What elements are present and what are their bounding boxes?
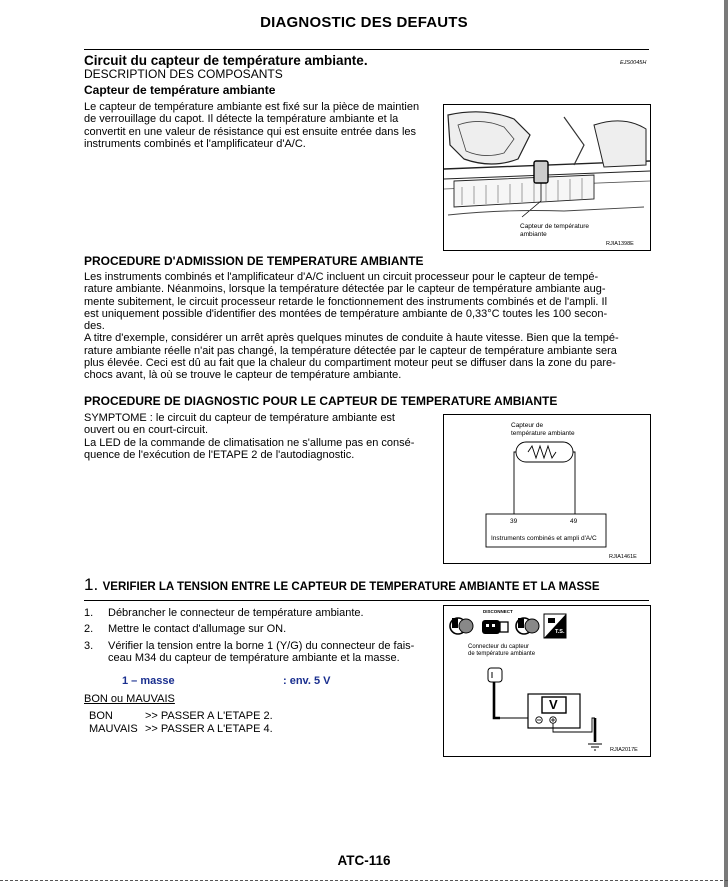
admission-line: A titre d'exemple, considérer un arrêt après quelques minutes de conduite à haute vitesse. Bien que la tempé-	[84, 332, 619, 345]
admission-line: Les instruments combinés et l'amplificateur d'A/C incluent un circuit processeur pour le capteur de tempé-	[84, 271, 599, 283]
admission-line: plus élevée. Ceci est dû au fait que la chaleur du compartiment moteur peut se diffuser dans la zone du pare-	[84, 357, 616, 370]
page-number: ATC-116	[337, 853, 391, 868]
admission-line: rature ambiante réelle n'ait pas changé, la température détectée par le capteur de température ambiante sera	[84, 344, 617, 357]
result-ok-action: >> PASSER A L'ETAPE 2.	[145, 710, 273, 722]
voltage-figure-code: RJIA2017E	[610, 747, 638, 753]
circuit-pin-a: 39	[510, 518, 518, 525]
step1-heading	[84, 575, 600, 595]
admission-line: rature ambiante. Néanmoins, lorsque la température détectée par le capteur de température ambiante aug-	[84, 283, 606, 296]
result-actions	[145, 710, 273, 736]
ignition-icon	[450, 618, 473, 634]
result-ng-action: >> PASSER A L'ETAPE 4.	[145, 722, 273, 735]
result-ng: MAUVAIS	[89, 722, 138, 735]
page-frame-bottom-border	[0, 880, 728, 881]
diagnostic-line: SYMPTOME : le circuit du capteur de température ambiante est	[84, 412, 395, 424]
step1-instructions	[84, 607, 436, 668]
section-top-rule	[84, 49, 649, 50]
step1-number: 1.	[84, 575, 99, 594]
voltage-check-illustration	[444, 606, 650, 756]
sensor-icon	[534, 161, 548, 183]
result-ok: BON	[89, 710, 113, 722]
result-title: BON ou MAUVAIS	[84, 693, 175, 705]
section-code: EJS0045H	[620, 60, 647, 66]
description-subheading: Capteur de température ambiante	[84, 83, 276, 97]
admission-text	[84, 271, 650, 382]
disconnect-label: DISCONNECT	[483, 609, 513, 614]
section-title: Circuit du capteur de température ambiante.	[84, 53, 368, 68]
ts-label: T.S.	[555, 629, 565, 635]
description-line: instruments combinés et l'amplificateur d'A/C.	[84, 137, 306, 150]
circuit-box-label: Instruments combinés et ampli d'A/C	[491, 535, 597, 542]
admission-line: des.	[84, 320, 105, 333]
page-header-title: DIAGNOSTIC DES DEFAUTS	[260, 14, 468, 31]
sensor-location-caption: Capteur de température ambiante	[520, 223, 590, 238]
admission-line: est uniquement possible d'identifier des montées de température ambiante de 0,33°C toutes les 100 secon-	[84, 307, 608, 320]
disconnect-icon	[482, 620, 508, 634]
admission-heading: PROCEDURE D'ADMISSION DE TEMPERATURE AMBIANTE	[84, 254, 424, 268]
diagnostic-line: quence de l'exécution de l'ETAPE 2 de l'autodiagnostic.	[84, 448, 355, 461]
description-line: Le capteur de température ambiante est fixé sur la pièce de maintien	[84, 101, 420, 113]
circuit-sensor-icon	[516, 442, 573, 462]
description-line: convertit en une valeur de résistance qui est ensuite entrée dans les	[84, 125, 417, 138]
voltage-check-figure	[443, 605, 651, 757]
description-line: de verrouillage du capot. Il détecte la température ambiante et la	[84, 113, 399, 126]
page-frame-right-border	[724, 0, 728, 887]
diagnostic-line: La LED de la commande de climatisation ne s'allume pas en consé-	[84, 436, 415, 449]
measure-voltage: : env. 5 V	[283, 675, 331, 687]
ground-icon	[588, 744, 602, 750]
connector-label: Connecteur du capteur de température ambiante	[468, 644, 536, 657]
resistor-icon	[528, 446, 556, 458]
description-heading: DESCRIPTION DES COMPOSANTS	[84, 67, 283, 81]
circuit-sensor-label: Capteur de température ambiante	[511, 422, 575, 437]
step1-item: 1. Débrancher le connecteur de température ambiante.	[84, 607, 364, 619]
circuit-diagram-figure	[443, 414, 651, 564]
voltmeter-label: V	[549, 697, 558, 712]
result-list	[89, 710, 138, 736]
circuit-pin-b: 49	[570, 518, 578, 525]
admission-line: chocs avant, là où se trouve le capteur de température ambiante.	[84, 369, 402, 382]
step1-title: VERIFIER LA TENSION ENTRE LE CAPTEUR DE TEMPERATURE AMBIANTE ET LA MASSE	[102, 581, 600, 593]
step1-item: 2. Mettre le contact d'allumage sur ON.	[84, 623, 287, 636]
diagnostic-line: ouvert ou en court-circuit.	[84, 424, 209, 437]
step1-item: 3. Vérifier la tension entre la borne 1 (Y/G) du connecteur de fais- ceau M34 du capteur de température ambiante et la masse.	[84, 639, 415, 664]
measure-terminal: 1 – masse	[122, 675, 175, 687]
sensor-location-figure-code: RJIA1398E	[606, 241, 634, 247]
step1-rule	[84, 600, 649, 601]
description-text	[84, 101, 439, 150]
admission-line: mente subitement, le circuit processeur retarde le fonctionnement des instruments combinés et de l'ampli. Il	[84, 295, 608, 308]
circuit-figure-code: RJIA1461E	[609, 554, 637, 560]
diagnostic-text	[84, 412, 436, 461]
sensor-location-figure	[443, 104, 651, 251]
connector-icon	[488, 668, 502, 682]
diagnostic-heading: PROCEDURE DE DIAGNOSTIC POUR LE CAPTEUR DE TEMPERATURE AMBIANTE	[84, 394, 558, 408]
ignition-on-icon	[516, 618, 539, 634]
